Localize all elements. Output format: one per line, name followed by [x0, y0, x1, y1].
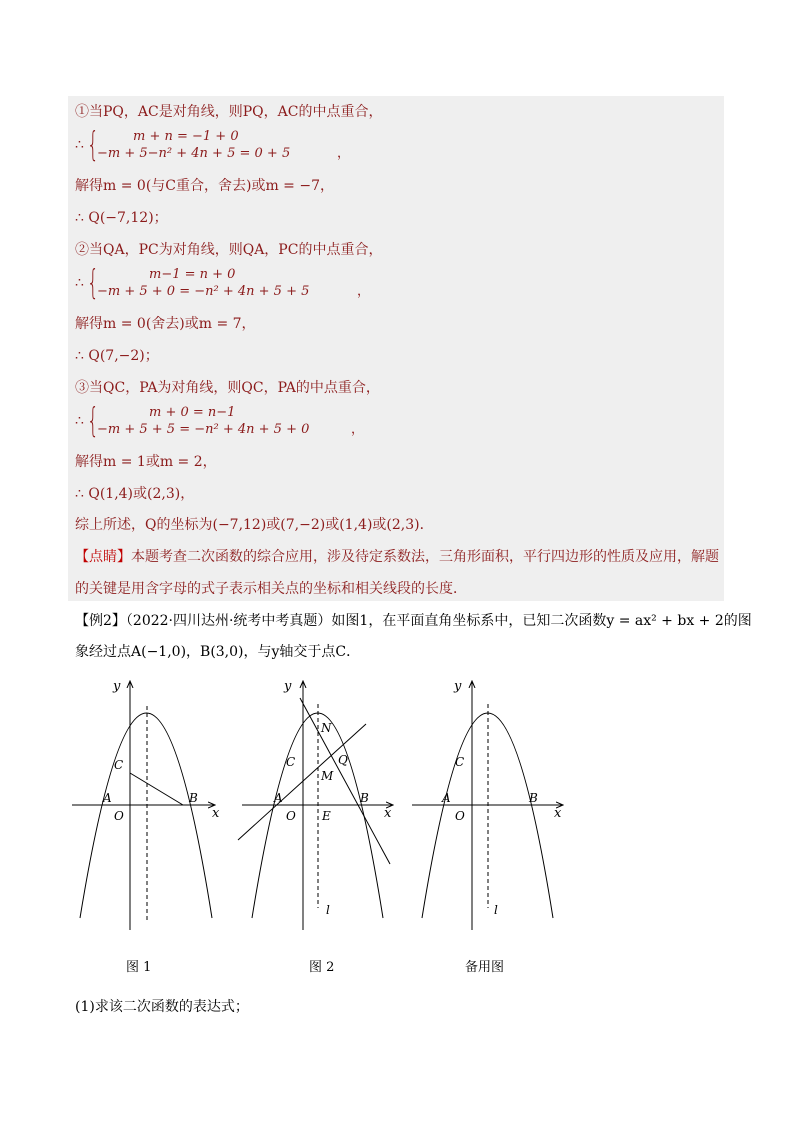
case2-result: ∴ Q(7,−2)；: [75, 348, 159, 364]
caption-figure-2: 图 2: [309, 960, 335, 975]
label-n: N: [321, 721, 332, 735]
comment-line-2: 的关键是用含字母的式子表示相关点的坐标和相关线段的长度．: [75, 581, 467, 597]
label-c: C: [114, 758, 124, 772]
case1-result: ∴ Q(−7,12)；: [75, 210, 168, 226]
label-b: B: [529, 791, 538, 805]
label-x: x: [212, 806, 220, 821]
label-y: y: [454, 679, 462, 694]
segment-cb: [130, 773, 183, 805]
label-y: y: [284, 679, 292, 694]
figure-2: [238, 679, 392, 930]
label-c: C: [286, 755, 296, 769]
label-q: Q: [338, 753, 348, 767]
case2-equation-2: −m + 5 + 0 = −n² + 4n + 5 + 5: [97, 284, 310, 299]
label-l: l: [494, 903, 498, 917]
caption-figure-1: 图 1: [126, 960, 152, 975]
case3-solve: 解得m = 1或m = 2，: [75, 454, 217, 470]
figure-1: [72, 679, 220, 930]
case2-heading: ②当QA，PC为对角线，则QA，PC的中点重合，: [75, 242, 383, 258]
parabola: [80, 713, 212, 918]
label-x: x: [384, 806, 392, 821]
label-l: l: [326, 903, 330, 917]
case2-solve: 解得m = 0(舍去)或m = 7，: [75, 316, 256, 332]
label-a: A: [442, 791, 451, 805]
label-b: B: [189, 791, 198, 805]
case2-equation-1: m−1 = n + 0: [149, 267, 236, 282]
case3-result: ∴ Q(1,4)或(2,3)，: [75, 486, 195, 502]
example-line-2: 象经过点A(−1,0)，B(3,0)，与y轴交于点C．: [75, 644, 361, 660]
caption-figure-spare: 备用图: [465, 960, 505, 975]
label-c: C: [455, 755, 465, 769]
label-o: O: [455, 809, 465, 823]
case1-equation-2: −m + 5−n² + 4n + 5 = 0 + 5: [97, 146, 291, 161]
figures: [0, 668, 794, 988]
therefore-symbol: ∴: [75, 137, 84, 153]
label-e: E: [322, 809, 331, 823]
line-through-n: [300, 698, 390, 864]
line-aq: [238, 724, 366, 840]
label-o: O: [114, 809, 124, 823]
example-line-1: 【例2】（2022·四川达州·统考中考真题）如图1，在平面直角坐标系中，已知二次函数y = ax² + bx + 2的图: [75, 613, 752, 629]
figure-spare: [412, 679, 562, 930]
label-y: y: [113, 679, 121, 694]
case3-heading: ③当QC，PA为对角线，则QC，PA的中点重合，: [75, 380, 380, 396]
comment-tag: 【点睛】: [75, 549, 131, 565]
label-o: O: [286, 809, 296, 823]
label-b: B: [360, 791, 369, 805]
label-x: x: [554, 806, 562, 821]
case3-equation-2: −m + 5 + 5 = −n² + 4n + 5 + 0: [97, 422, 310, 437]
label-a: A: [274, 791, 283, 805]
summary: 综上所述，Q的坐标为(−7,12)或(7,−2)或(1,4)或(2,3)．: [75, 517, 434, 533]
label-a: A: [103, 791, 112, 805]
label-m: M: [321, 769, 334, 783]
case1-solve: 解得m = 0(与C重合，舍去)或m = −7，: [75, 178, 334, 194]
question-1: (1)求该二次函数的表达式；: [75, 999, 249, 1015]
case3-equation-1: m + 0 = n−1: [149, 405, 236, 420]
case1-heading: ①当PQ，AC是对角线，则PQ，AC的中点重合，: [75, 104, 383, 120]
case1-equation-1: m + n = −1 + 0: [133, 129, 239, 144]
comment-text: 本题考查二次函数的综合应用，涉及待定系数法，三角形面积，平行四边形的性质及应用，解题: [131, 549, 719, 565]
comment-line-1: [75, 548, 719, 566]
